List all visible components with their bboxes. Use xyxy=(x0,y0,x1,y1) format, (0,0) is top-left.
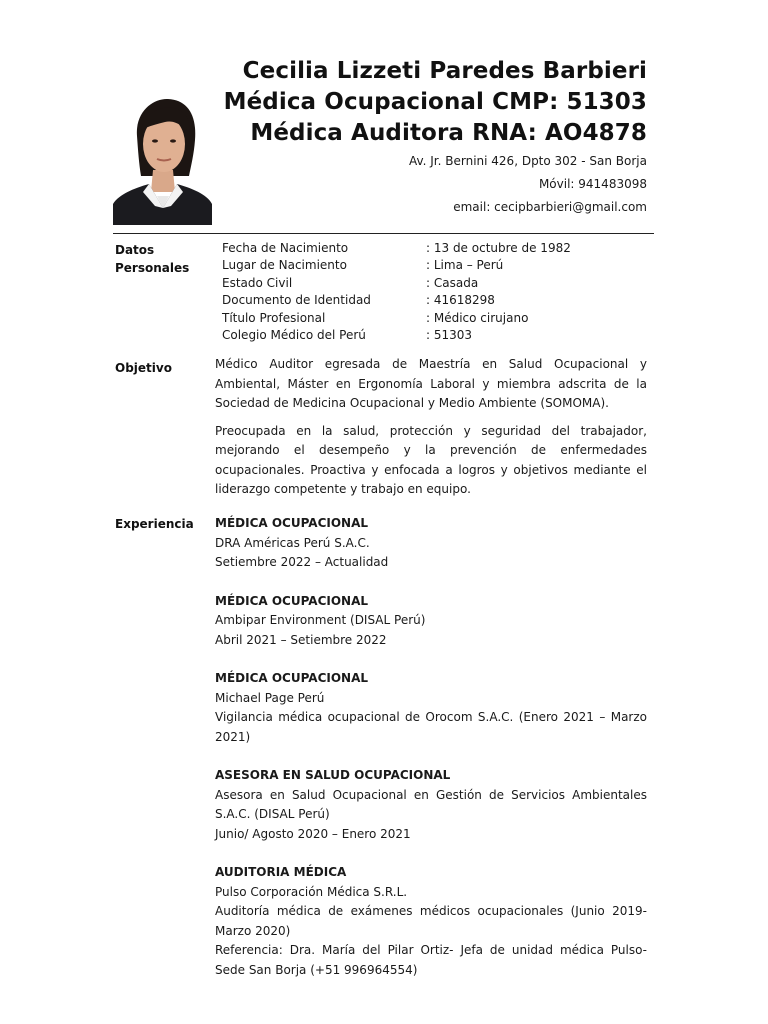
mobile-phone: Móvil: 941483098 xyxy=(538,177,647,191)
job-title: MÉDICA OCUPACIONAL xyxy=(215,671,369,685)
field-label: Estado Civil xyxy=(222,275,293,290)
field-value: : 51303 xyxy=(426,328,473,343)
experience-list xyxy=(215,514,647,999)
objective-text xyxy=(215,355,647,508)
address: Av. Jr. Bernini 426, Dpto 302 - San Borja xyxy=(408,154,647,168)
experience-entry xyxy=(215,514,647,573)
field-label: Fecha de Nacimiento xyxy=(222,241,349,255)
personal-data-row xyxy=(222,292,571,309)
job-title: MÉDICA OCUPACIONAL xyxy=(215,516,369,530)
candidate-name: Cecilia Lizzeti Paredes Barbieri xyxy=(242,58,647,84)
field-value: : Casada xyxy=(426,275,479,290)
job-title: AUDITORIA MÉDICA xyxy=(215,865,347,879)
section-label-line: Personales xyxy=(115,261,190,275)
field-value: : 41618298 xyxy=(426,293,495,308)
profile-photo xyxy=(113,96,212,225)
job-detail: Asesora en Salud Ocupacional en Gestión de Servicios Ambientales S.A.C. (DISAL Perú) xyxy=(215,787,647,821)
resume-header xyxy=(224,56,647,218)
field-label: Documento de Identidad xyxy=(222,293,371,308)
experience-entry xyxy=(215,766,647,844)
experience-entry xyxy=(215,669,647,747)
field-label: Colegio Médico del Perú xyxy=(222,328,366,343)
job-detail: Abril 2021 – Setiembre 2022 xyxy=(215,632,387,647)
job-detail: Michael Page Perú xyxy=(215,690,325,705)
job-detail: Setiembre 2022 – Actualidad xyxy=(215,555,389,569)
personal-data-row xyxy=(222,240,571,257)
personal-data-row xyxy=(222,310,571,327)
experience-entry xyxy=(215,592,647,651)
section-label-experiencia: Experiencia xyxy=(115,517,194,531)
job-detail: Referencia: Dra. María del Pilar Ortiz- Jefa de unidad médica Pulso- Sede San Borja (+51 996964554) xyxy=(215,943,647,977)
field-value: : Lima – Perú xyxy=(426,258,504,273)
professional-title-rna: Médica Auditora RNA: AO4878 xyxy=(250,120,647,146)
section-label-objetivo: Objetivo xyxy=(115,361,172,375)
professional-title-cmp: Médica Ocupacional CMP: 51303 xyxy=(223,89,647,115)
job-title: MÉDICA OCUPACIONAL xyxy=(215,593,369,608)
job-title: ASESORA EN SALUD OCUPACIONAL xyxy=(215,768,451,782)
personal-data-list xyxy=(222,240,571,344)
section-label-datos-personales xyxy=(115,241,189,277)
job-detail: Junio/ Agosto 2020 – Enero 2021 xyxy=(215,826,411,841)
field-value: : Médico cirujano xyxy=(426,310,529,325)
header-divider xyxy=(113,233,654,234)
personal-data-row xyxy=(222,327,571,344)
job-detail: Ambipar Environment (DISAL Perú) xyxy=(215,613,426,627)
job-detail: DRA Américas Perú S.A.C. xyxy=(215,535,370,550)
field-value: : 13 de octubre de 1982 xyxy=(426,241,571,255)
job-detail: Auditoría médica de exámenes médicos ocupacionales (Junio 2019- Marzo 2020) xyxy=(215,904,647,938)
job-detail: Vigilancia médica ocupacional de Orocom S.A.C. (Enero 2021 – Marzo 2021) xyxy=(215,710,647,744)
objective-paragraph: Preocupada en la salud, protección y seguridad del trabajador, mejorando el desempeño y la prevención de enfermedades ocupacionales. Proactiva y enfocada a logros y objetivos mediante el liderazgo competente y trabajo en equipo. xyxy=(215,423,647,496)
email: email: cecipbarbieri@gmail.com xyxy=(453,200,647,214)
objective-paragraph: Médico Auditor egresada de Maestría en Salud Ocupacional y Ambiental, Máster en Ergonomía Laboral y miembra adscrita de la Sociedad de Medicina Ocupacional y Medio Ambiente (SOMOMA). xyxy=(215,357,647,410)
section-label-line: Datos xyxy=(115,243,155,257)
job-detail: Pulso Corporación Médica S.R.L. xyxy=(215,884,408,899)
personal-data-row xyxy=(222,257,571,274)
field-label: Lugar de Nacimiento xyxy=(222,258,347,273)
experience-entry xyxy=(215,863,647,980)
field-label: Título Profesional xyxy=(222,310,326,325)
personal-data-row xyxy=(222,275,571,292)
